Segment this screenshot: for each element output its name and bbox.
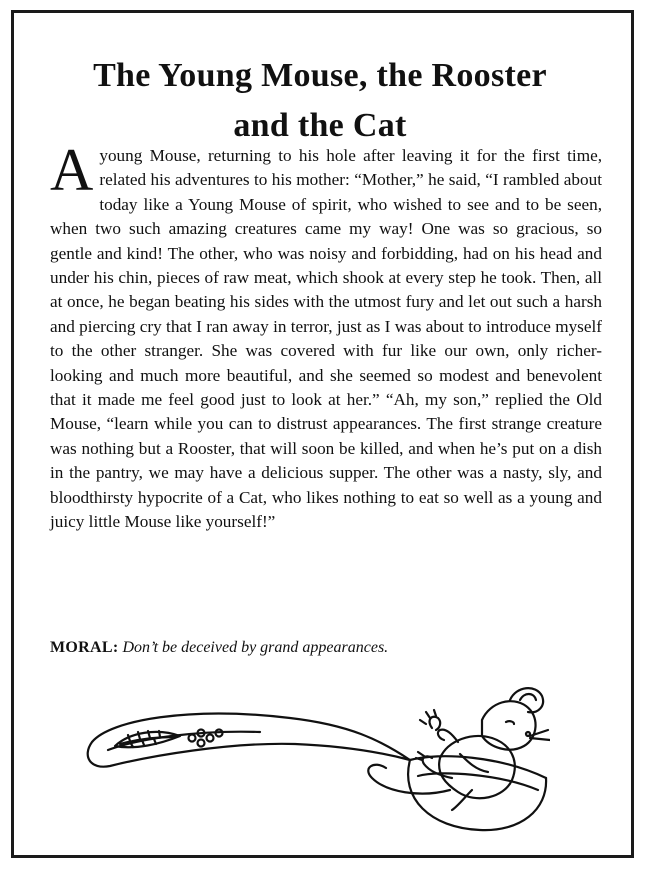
mouse-head	[482, 701, 536, 749]
moral-line	[50, 637, 602, 659]
moral-text: Don’t be deceived by grand appearances.	[122, 639, 389, 656]
moral-label: MORAL:	[50, 639, 119, 656]
drop-cap: A	[50, 137, 94, 203]
page-title	[30, 51, 610, 151]
mouse-ear	[510, 688, 543, 712]
mouse-paw	[438, 730, 458, 742]
title-line-2: and the Cat	[233, 106, 407, 144]
title-line-1: The Young Mouse, the Rooster	[93, 56, 547, 94]
story-paragraph	[50, 137, 602, 535]
mouse-in-spoon-icon	[80, 680, 550, 840]
story-text: young Mouse, returning to his hole after leaving it for the first time, related his adventures to his mother: “Mother,” he said, “I rambled about today like a Young Mouse of spirit, who wished to see and to be seen, when two such amazing creatures came my way! One was so gracious, so gentle and kind! The other, who was noisy and forbidding, had on his head and under his chin, pieces of raw meat, which shook at every step he took. Then, all at once, he began beating his sides with the utmost fury and let out such a harsh and piercing cry that I ran away in terror, just as I was about to introduce myself to the other stranger. She was covered with fur like our own, only richer-looking and much more beautiful, and she seemed so modest and benevolent that it made me feel good just to look at her.” “Ah, my son,” replied the Old Mouse, “learn while you can to distrust appearances. The first strange creature was nothing but a Rooster, that will soon be killed, and when he’s put on a dish in the pantry, we may have a delicious supper. The other was a nasty, sly, and bloodthirsty hypocrite of a Cat, who likes nothing to eat so well as a young and juicy little Mouse like yourself!”	[50, 146, 602, 532]
